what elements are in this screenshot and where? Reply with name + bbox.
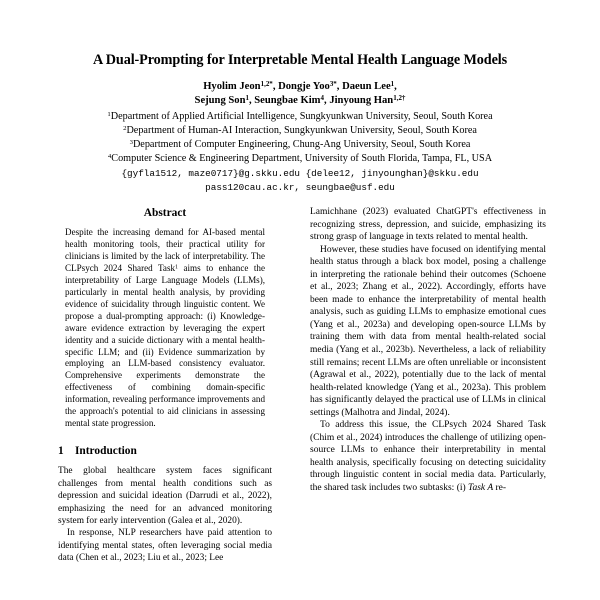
affiliation-item [12,138,588,152]
author-line-1 [40,80,560,94]
author-affil-marker: 1 [390,80,395,89]
intro-paragraph-2: In response, NLP researchers have paid attention to identifying mental states, often leveraging social media data (Chen et al., 2023; Liu et al., 2023; Lee [58,528,272,564]
email-line: pass120cau.ac.kr, seungbae@usf.edu [205,181,395,193]
section-heading-introduction [58,444,272,458]
affiliation-item [12,124,588,138]
affiliation-text: Department of Applied Artificial Intelligence, Sungkyunkwan University, Seoul, South Korea [110,111,493,122]
author-name: , Jinyoung Han [324,95,394,107]
right-paragraph-3 [310,419,546,494]
affiliation-text: Department of Computer Engineering, Chung-Ang University, Seoul, South Korea [132,139,471,151]
author-affil-marker: 1 [245,94,249,103]
author-list [40,80,560,109]
affiliation-marker: 4 [107,153,112,161]
affiliation-marker: 1 [107,111,111,119]
affiliation-marker: 2 [123,125,127,133]
abstract-section [65,206,265,430]
section-title: Introduction [75,445,137,458]
email-list [12,167,588,194]
left-column [58,206,272,600]
intro-paragraph-1: The global healthcare system faces significant challenges from mental health conditions such as depression and suicidal ideation (Darrudi et al., 2022), emphasizing the need for an advanced monitoring system for early intervention (Galea et al., 2020). [58,466,272,527]
author-affil-marker: 3* [329,80,337,89]
author-name: , Daeun Lee [336,81,391,92]
author-name: Sejung Son [194,95,246,107]
affiliation-text: Computer Science & Engineering Department, University of South Florida, Tampa, FL, USA [111,153,493,165]
author-name: Hyolim Jeon [203,81,261,92]
right-paragraph-3-pre: To address this issue, the CLPsych 2024 Shared Task (Chim et al., 2024) introduces the challenge of utilizing open-source LLMs to enhance their interpretability in mental health analysis, specifically focusing on detecting suicidality through linguistic content in social media data. Particularly, the shared task includes two subtasks: (i) [310,420,546,494]
right-paragraph-2: However, these studies have focused on identifying mental health status through a black box model, posing a challenge in interpreting the rationale behind their outcomes (Schoene et al., 2023; Zhang et al., 2022). Accordingly, efforts have been made to enhance the interpretability of mental health analysis, such as guiding LLMs to emphasize emotional cues (Yang et al., 2023a) and developing open-source LLMs by training them with data from mental health-related social media (Yang et al., 2023b). Nevertheless, a lack of reliability still remains; recent LLMs are often unreliable or inconsistent (Agrawal et al., 2022), potentially due to the lack of mental health-related knowledge (Yang et al., 2023a). This problem has significantly delayed the practical use of LLMs in clinical settings (Malhotra and Jindal, 2024). [310,244,546,418]
affiliation-item [12,152,588,166]
affiliation-text: Department of Human-AI Interaction, Sungkyunkwan University, Seoul, South Korea [126,125,477,137]
footnote-marker[interactable]: 1 [175,264,179,271]
author-separator: , [394,81,397,92]
affiliation-list [12,110,588,166]
email-line: {gyfla1512, maze0717}@g.skku.edu {delee12, jinyounghan}@skku.edu [121,168,479,179]
author-line-2 [40,94,560,108]
abstract-text-part-1: Despite the increasing demand for AI-based mental health monitoring tools, their practical utility for clinicians is limited by the lack of interpretability. The CLPsych 2024 Shared Task [65,227,265,273]
affiliation-marker: 3 [129,139,133,147]
subtask-name-italic: Task A [468,483,494,494]
abstract-body [65,227,265,430]
affiliation-item [12,110,588,124]
section-number: 1 [58,445,64,458]
author-affil-marker: 1,2† [393,94,406,103]
right-paragraph-3-post: re- [493,483,507,494]
page-title: A Dual-Prompting for Interpretable Mental Health Language Models [92,52,508,68]
abstract-heading: Abstract [143,207,187,219]
author-name: , Seungbae Kim [248,95,321,107]
author-affil-marker: 1,2* [260,80,273,89]
abstract-text-part-2: aims to enhance the interpretability of Large Language Models (LLMs), particularly in mental health analysis, by providing evidence of suicidality through linguistic content. We propose a dual-prompting approach: (i) Knowledge-aware evidence extraction by leveraging the expert identity and a suicide dictionary with a mental health-specific LLM; and (ii) Evidence summarization by employing an LLM-based consistency evaluator. Comprehensive experiments demonstrate the effectiveness of combining domain-specific information, revealing performance improvements and the approach's potential to aid clinicians in assessing mental state progression. [65,262,265,429]
author-name: , Dongje Yoo [272,81,330,92]
right-column [310,206,546,600]
right-paragraph-1: Lamichhane (2023) evaluated ChatGPT's effectiveness in recognizing stress, depression, and suicide, emphasizing its strong grasp of language in texts related to mental health. [310,207,546,243]
author-affil-marker: 4 [320,94,325,103]
